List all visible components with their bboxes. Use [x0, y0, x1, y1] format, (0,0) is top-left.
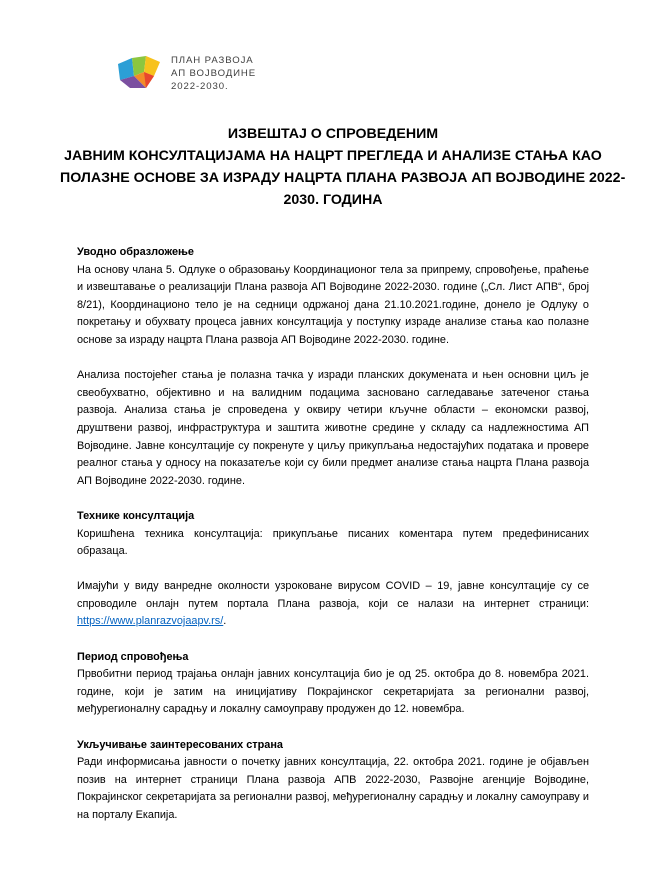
intro-heading: Уводно образложење [77, 246, 194, 258]
plan-logo-icon [116, 54, 162, 90]
title-line-4: 2030. ГОДИНА [283, 192, 383, 208]
intro-paragraph-2: Анализа постојећег стања је полазна тачка у изради планских докумената и њен основни циљ је свеобухватно, објективно и на валидним подацима засновано сагледавање затеченог стања развоја. Анализа стања је спроведена у оквиру четири кључне области – економски развој, друштвени развој, инфраструктура и заштита животне средине у складу са надлежностима АП Војводине. Јавне консултације су покренуте у циљу прикупљања недостајућих података и провере реалног стања у односу на показатеље који су били предмет анализе стања нацрта Плана развоја АП Војводине 2022-2030. године. [77, 369, 589, 487]
logo-text [171, 54, 256, 93]
plan-logo [116, 54, 256, 93]
techniques-paragraph-1: Коришћена техника консултација: прикупљање писаних коментара путем предефинисаних образаца. [77, 527, 589, 558]
period-heading: Период спровођења [77, 650, 189, 663]
period-paragraph: Првобитни период трајања онлајн јавних консултација био је од 25. октобра до 8. новембра 2021. године, који је затим на иницијативу Покрајинског секретаријата за регионални развој, међурегионалну сарадњу и локалну самоуправу продужен до 12. новембра. [77, 668, 589, 716]
portal-link[interactable]: https://www.planrazvojaapv.rs/ [77, 615, 224, 628]
title-line-1: ИЗВЕШТАЈ О СПРОВЕДЕНИМ [227, 126, 439, 142]
stakeholders-heading: Укључивање заинтересованих страна [77, 738, 283, 751]
techniques-heading: Технике консултација [77, 509, 195, 522]
intro-paragraph-1: На основу члана 5. Одлуке о образовању Координационог тела за припрему, спровођење, праћење и извештавање о реализацији Плана развоја АП Војводине 2022-2030. године („Сл. Лист АПВ“, број 8/21), Координационо тело је на седници одржаној дана 21.10.2021.године, донело је Одлуку о покретању и обухвату процеса јавних консултација у поступку израде анализе стања као полазне основе за израду нацрта Плана развоја АП Војводине 2022-2030. године. [77, 263, 589, 346]
title-line-2: ЈАВНИМ КОНСУЛТАЦИЈАМА НА НАЦРТ ПРЕГЛЕДА И АНАЛИЗЕ СТАЊА КАО [64, 148, 602, 164]
stakeholders-paragraph: Ради информисања јавности о почетку јавних консултација, 22. октобра 2021. године је објављен позив на интернет страници Плана развоја АПВ 2022-2030, Развојне агенције Војводине, Покрајинског секретаријата за регионални развој, међурегионалну сарадњу и локалну самоуправу и на порталу Екапија. [77, 756, 589, 821]
techniques-paragraph-2 [77, 578, 589, 631]
techniques-paragraph-2-text: Имајући у виду ванредне околности узроковане вирусом COVID – 19, јавне консултације су се спроводиле онлајн путем портала Плана развоја, који се налази на интернет страници: [77, 580, 589, 610]
title-line-3: ПОЛАЗНЕ ОСНОВЕ ЗА ИЗРАДУ НАЦРТА ПЛАНА РАЗВОЈА АП ВОЈВОДИНЕ 2022- [60, 170, 626, 186]
logo-line-2: АП ВОЈВОДИНЕ [171, 68, 257, 79]
logo-line-3: 2022-2030. [171, 81, 229, 92]
logo-line-1: ПЛАН РАЗВОЈА [171, 55, 254, 66]
document-title [60, 123, 626, 211]
techniques-paragraph-2-end: . [223, 615, 227, 628]
document-body [77, 244, 589, 825]
